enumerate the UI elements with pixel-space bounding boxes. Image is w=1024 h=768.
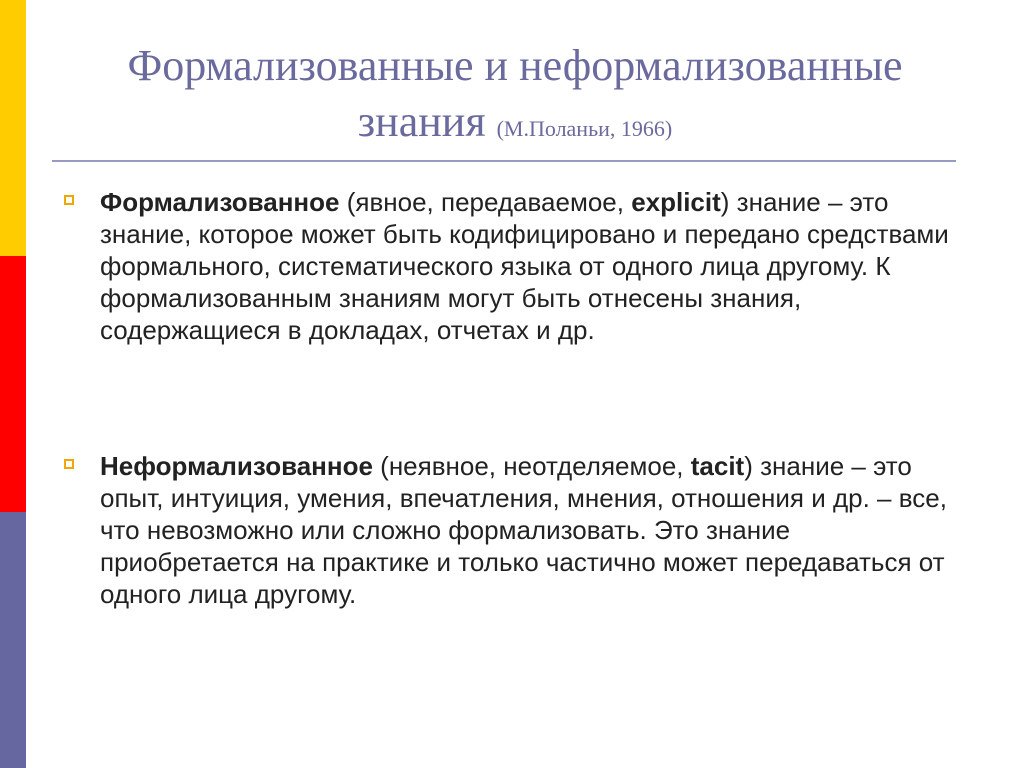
slide-title-source: (М.Поланьи, 1966): [496, 116, 673, 141]
bullet-term: Формализованное: [100, 187, 340, 217]
bullet-paren-close: ): [720, 187, 730, 217]
bullet-text-formalized: [100, 186, 964, 346]
slide-title-line2-text: знания: [357, 97, 486, 146]
slide-title-line2: [40, 94, 990, 157]
bullet-body: знание – это знание, которое может быть кодифицировано и передано средствами формального, систематического языка от одного лица другому. К формализованным знаниям могут быть отнесены знания, содержащиеся в докладах, отчетах и др.: [100, 187, 949, 345]
bullet-paren-open: (явное, передаваемое,: [339, 187, 632, 217]
title-divider: [52, 160, 956, 162]
bullet-body: знание – это опыт, интуиция, умения, впечатления, мнения, отношения и др. – все, что невозможно или сложно формализовать. Это знание приобретается на практике и только частично может передаваться от одного лица другому.: [100, 451, 947, 609]
side-bar-blue: [0, 512, 26, 768]
side-bar-red: [0, 256, 26, 512]
hollow-square-bullet-icon: [64, 195, 74, 205]
side-bar-yellow: [0, 0, 26, 256]
slide-title-line1: Формализованные и неформализованные: [127, 41, 903, 90]
bullet-paren-close: ): [744, 451, 753, 481]
bullet-paren-open: (неявное, неотделяемое,: [372, 451, 691, 481]
bullet-term: Неформализованное: [100, 451, 373, 481]
bullet-keyword: explicit: [631, 187, 721, 217]
hollow-square-bullet-icon: [64, 459, 74, 469]
slide-title: [40, 38, 990, 157]
bullet-keyword: tacit: [690, 451, 745, 481]
bullet-text-nonformalized: [100, 450, 964, 610]
